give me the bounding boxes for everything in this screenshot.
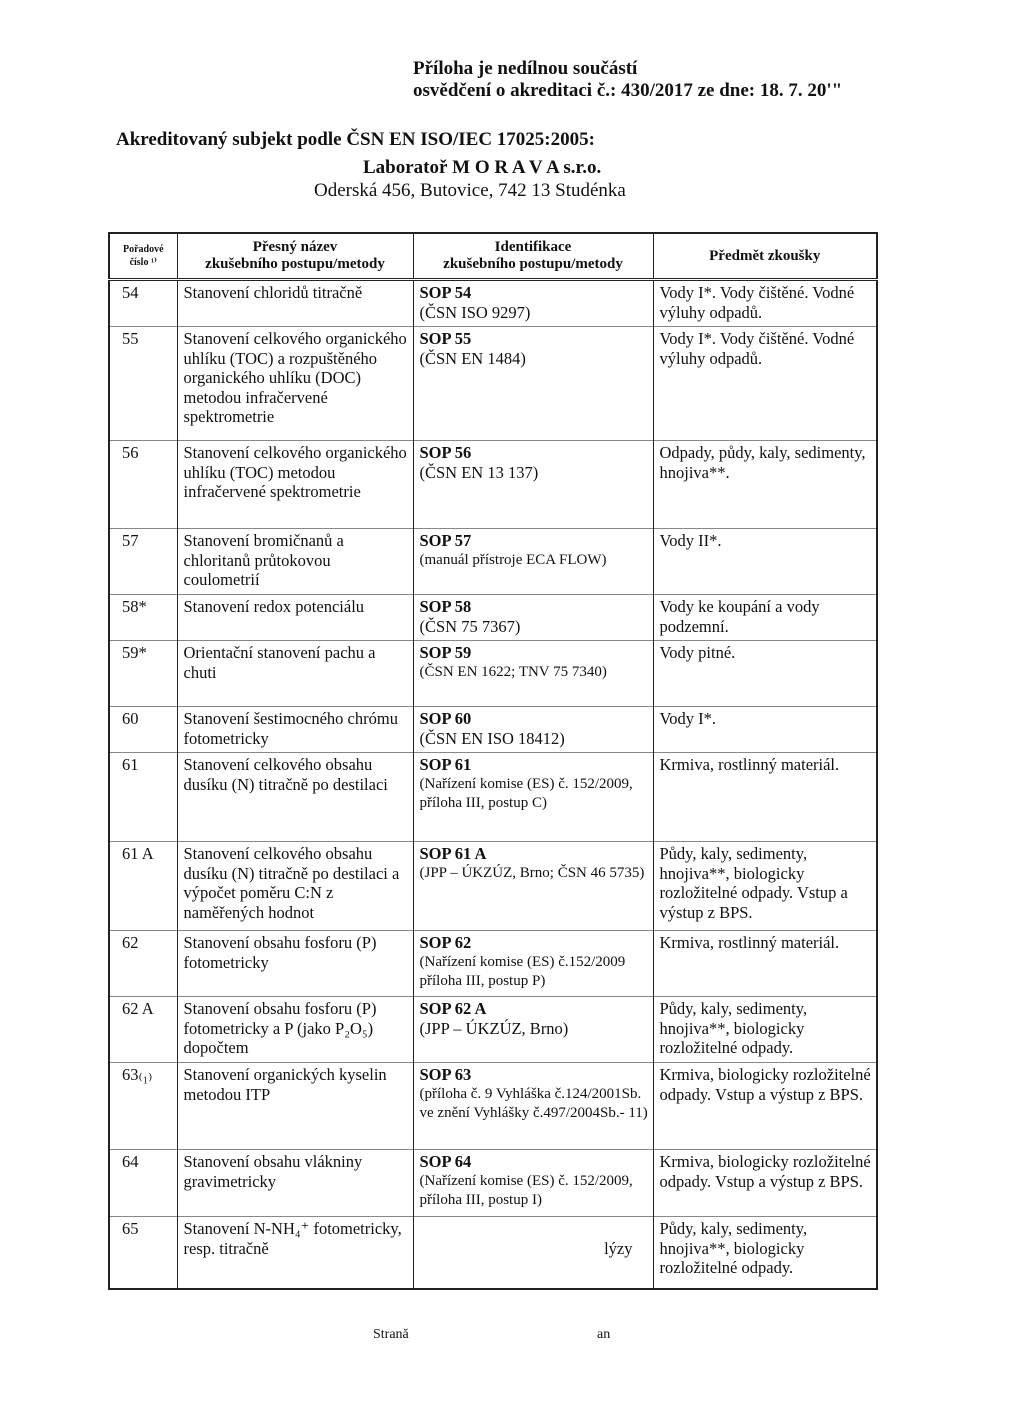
test-subject: Vody II*.	[653, 529, 877, 595]
table-row	[109, 707, 877, 753]
sop-code: SOP 61	[419, 755, 472, 774]
column-header-identification	[413, 233, 653, 280]
row-number: 55	[109, 327, 177, 441]
method-name: Stanovení celkového organického uhlíku (TOC) metodou infračervené spektrometrie	[177, 441, 413, 529]
column-header-ident-line2: zkušebního postupu/metody	[443, 256, 623, 272]
test-subject: Půdy, kaly, sedimenty, hnojiva**, biologicky rozložitelné odpady. Vstup a výstup z BPS.	[653, 842, 877, 931]
sop-code: SOP 62	[419, 933, 472, 952]
method-identification	[413, 753, 653, 842]
method-identification	[413, 529, 653, 595]
accredited-subject: Akreditovaný subjekt podle ČSN EN ISO/IEC 17025:2005:	[116, 129, 595, 150]
standard-reference: (ČSN EN 1484)	[419, 348, 526, 368]
page-footer-left: Strană	[373, 1327, 409, 1342]
method-identification	[413, 1217, 653, 1289]
test-subject: Vody ke koupání a vody podzemní.	[653, 595, 877, 641]
row-number: 58*	[109, 595, 177, 641]
table-row	[109, 1150, 877, 1217]
column-header-name-line1: Přesný název	[252, 239, 338, 255]
method-identification	[413, 997, 653, 1063]
column-header-number-line1: Pořadové	[122, 244, 164, 255]
sop-code: SOP 57	[419, 531, 472, 550]
standard-reference: (manuál přístroje ECA FLOW)	[419, 551, 607, 568]
methods-table	[108, 232, 878, 1290]
column-header-name	[177, 233, 413, 280]
test-subject: Krmiva, biologicky rozložitelné odpady. Vstup a výstup z BPS.	[653, 1063, 877, 1150]
method-identification	[413, 441, 653, 529]
table-row	[109, 595, 877, 641]
method-name: Stanovení obsahu fosforu (P) fotometricky a P (jako P₂O₅) dopočtem	[177, 997, 413, 1063]
table-row	[109, 931, 877, 997]
method-identification	[413, 595, 653, 641]
method-name: Stanovení celkového organického uhlíku (TOC) a rozpuštěného organického uhlíku (DOC) metodou infračervené spektrometrie	[177, 327, 413, 441]
table-row	[109, 529, 877, 595]
method-identification	[413, 707, 653, 753]
row-number: 65	[109, 1217, 177, 1289]
method-identification	[413, 1150, 653, 1217]
table-row	[109, 1217, 877, 1289]
table-row	[109, 1063, 877, 1150]
method-name: Stanovení N-NH₄⁺ fotometricky, resp. titračně	[177, 1217, 413, 1289]
standard-reference: lýzy	[604, 1239, 633, 1258]
test-subject: Krmiva, biologicky rozložitelné odpady. Vstup a výstup z BPS.	[653, 1150, 877, 1217]
row-number: 61 A	[109, 842, 177, 931]
method-name: Stanovení redox potenciálu	[177, 595, 413, 641]
method-name: Stanovení šestimocného chrómu fotometricky	[177, 707, 413, 753]
test-subject: Krmiva, rostlinný materiál.	[653, 753, 877, 842]
sop-code: SOP 60	[419, 709, 472, 728]
standard-reference: (příloha č. 9 Vyhláška č.124/2001Sb. ve znění Vyhlášky č.497/2004Sb.- 11)	[419, 1085, 648, 1121]
table-row	[109, 997, 877, 1063]
page-footer-right: an	[597, 1327, 611, 1342]
test-subject: Vody pitné.	[653, 641, 877, 707]
standard-reference: (ČSN EN ISO 18412)	[419, 728, 565, 748]
test-subject: Půdy, kaly, sedimenty, hnojiva**, biologicky rozložitelné odpady.	[653, 997, 877, 1063]
column-header-ident-line1: Identifikace	[494, 239, 572, 255]
test-subject: Vody I*. Vody čištěné. Vodné výluhy odpadů.	[653, 280, 877, 327]
sop-code: SOP 59	[419, 643, 472, 662]
sop-code: SOP 63	[419, 1065, 472, 1084]
table-row	[109, 280, 877, 327]
table-row	[109, 753, 877, 842]
attachment-note-line2: osvědčení o akreditaci č.: 430/2017 ze dne: 18. 7. 20'"	[413, 80, 843, 101]
standard-reference: (ČSN 75 7367)	[419, 616, 521, 636]
row-number: 62 A	[109, 997, 177, 1063]
sop-code: SOP 64	[419, 1152, 472, 1171]
row-number: 62	[109, 931, 177, 997]
row-number: 63₍₁₎	[109, 1063, 177, 1150]
test-subject: Krmiva, rostlinný materiál.	[653, 931, 877, 997]
standard-reference: (ČSN ISO 9297)	[419, 302, 531, 322]
column-header-subject: Předmět zkoušky	[653, 233, 877, 280]
sop-code: SOP 58	[419, 597, 472, 616]
row-number: 64	[109, 1150, 177, 1217]
method-identification	[413, 842, 653, 931]
row-number: 60	[109, 707, 177, 753]
sop-code: SOP 54	[419, 283, 472, 302]
column-header-number-line2: číslo ¹⁾	[129, 257, 157, 268]
row-number: 56	[109, 441, 177, 529]
standard-reference: (ČSN EN 13 137)	[419, 462, 539, 482]
method-name: Stanovení bromičnanů a chloritanů průtokovou coulometrií	[177, 529, 413, 595]
method-name: Stanovení obsahu fosforu (P) fotometricky	[177, 931, 413, 997]
sop-code: SOP 62 A	[419, 999, 487, 1018]
test-subject: Vody I*. Vody čištěné. Vodné výluhy odpadů.	[653, 327, 877, 441]
method-name: Orientační stanovení pachu a chuti	[177, 641, 413, 707]
method-identification	[413, 280, 653, 327]
standard-reference: (ČSN EN 1622; TNV 75 7340)	[419, 663, 607, 680]
test-subject: Vody I*.	[653, 707, 877, 753]
standard-reference: (Nařízení komise (ES) č. 152/2009, příloha III, postup C)	[419, 775, 633, 811]
test-subject: Půdy, kaly, sedimenty, hnojiva**, biologicky rozložitelné odpady.	[653, 1217, 877, 1289]
method-identification	[413, 641, 653, 707]
standard-reference: (Nařízení komise (ES) č.152/2009 příloha III, postup P)	[419, 953, 626, 989]
table-header-row	[109, 233, 877, 280]
method-name: Stanovení celkového obsahu dusíku (N) titračně po destilaci a výpočet poměru C:N z naměřených hodnot	[177, 842, 413, 931]
table-row	[109, 327, 877, 441]
table-row	[109, 641, 877, 707]
test-subject: Odpady, půdy, kaly, sedimenty, hnojiva**.	[653, 441, 877, 529]
sop-code: SOP 55	[419, 329, 472, 348]
method-name: Stanovení organických kyselin metodou ITP	[177, 1063, 413, 1150]
row-number: 57	[109, 529, 177, 595]
method-name: Stanovení celkového obsahu dusíku (N) titračně po destilaci	[177, 753, 413, 842]
method-name: Stanovení chloridů titračně	[177, 280, 413, 327]
laboratory-name: Laboratoř M O R A V A s.r.o.	[363, 157, 602, 178]
method-identification	[413, 1063, 653, 1150]
sop-code: SOP 61 A	[419, 844, 487, 863]
column-header-name-line2: zkušebního postupu/metody	[205, 256, 385, 272]
table-row	[109, 441, 877, 529]
row-number: 61	[109, 753, 177, 842]
method-name: Stanovení obsahu vlákniny gravimetricky	[177, 1150, 413, 1217]
standard-reference: (JPP – ÚKZÚZ, Brno)	[419, 1018, 569, 1038]
standard-reference: (Nařízení komise (ES) č. 152/2009, příloha III, postup I)	[419, 1172, 633, 1208]
method-identification	[413, 931, 653, 997]
method-identification	[413, 327, 653, 441]
table-row	[109, 842, 877, 931]
column-header-number	[109, 233, 177, 280]
laboratory-address: Oderská 456, Butovice, 742 13 Studénka	[314, 180, 626, 201]
row-number: 59*	[109, 641, 177, 707]
row-number: 54	[109, 280, 177, 327]
standard-reference: (JPP – ÚKZÚZ, Brno; ČSN 46 5735)	[419, 864, 645, 881]
attachment-note-line1: Příloha je nedílnou součástí	[413, 58, 638, 79]
sop-code: SOP 56	[419, 443, 472, 462]
